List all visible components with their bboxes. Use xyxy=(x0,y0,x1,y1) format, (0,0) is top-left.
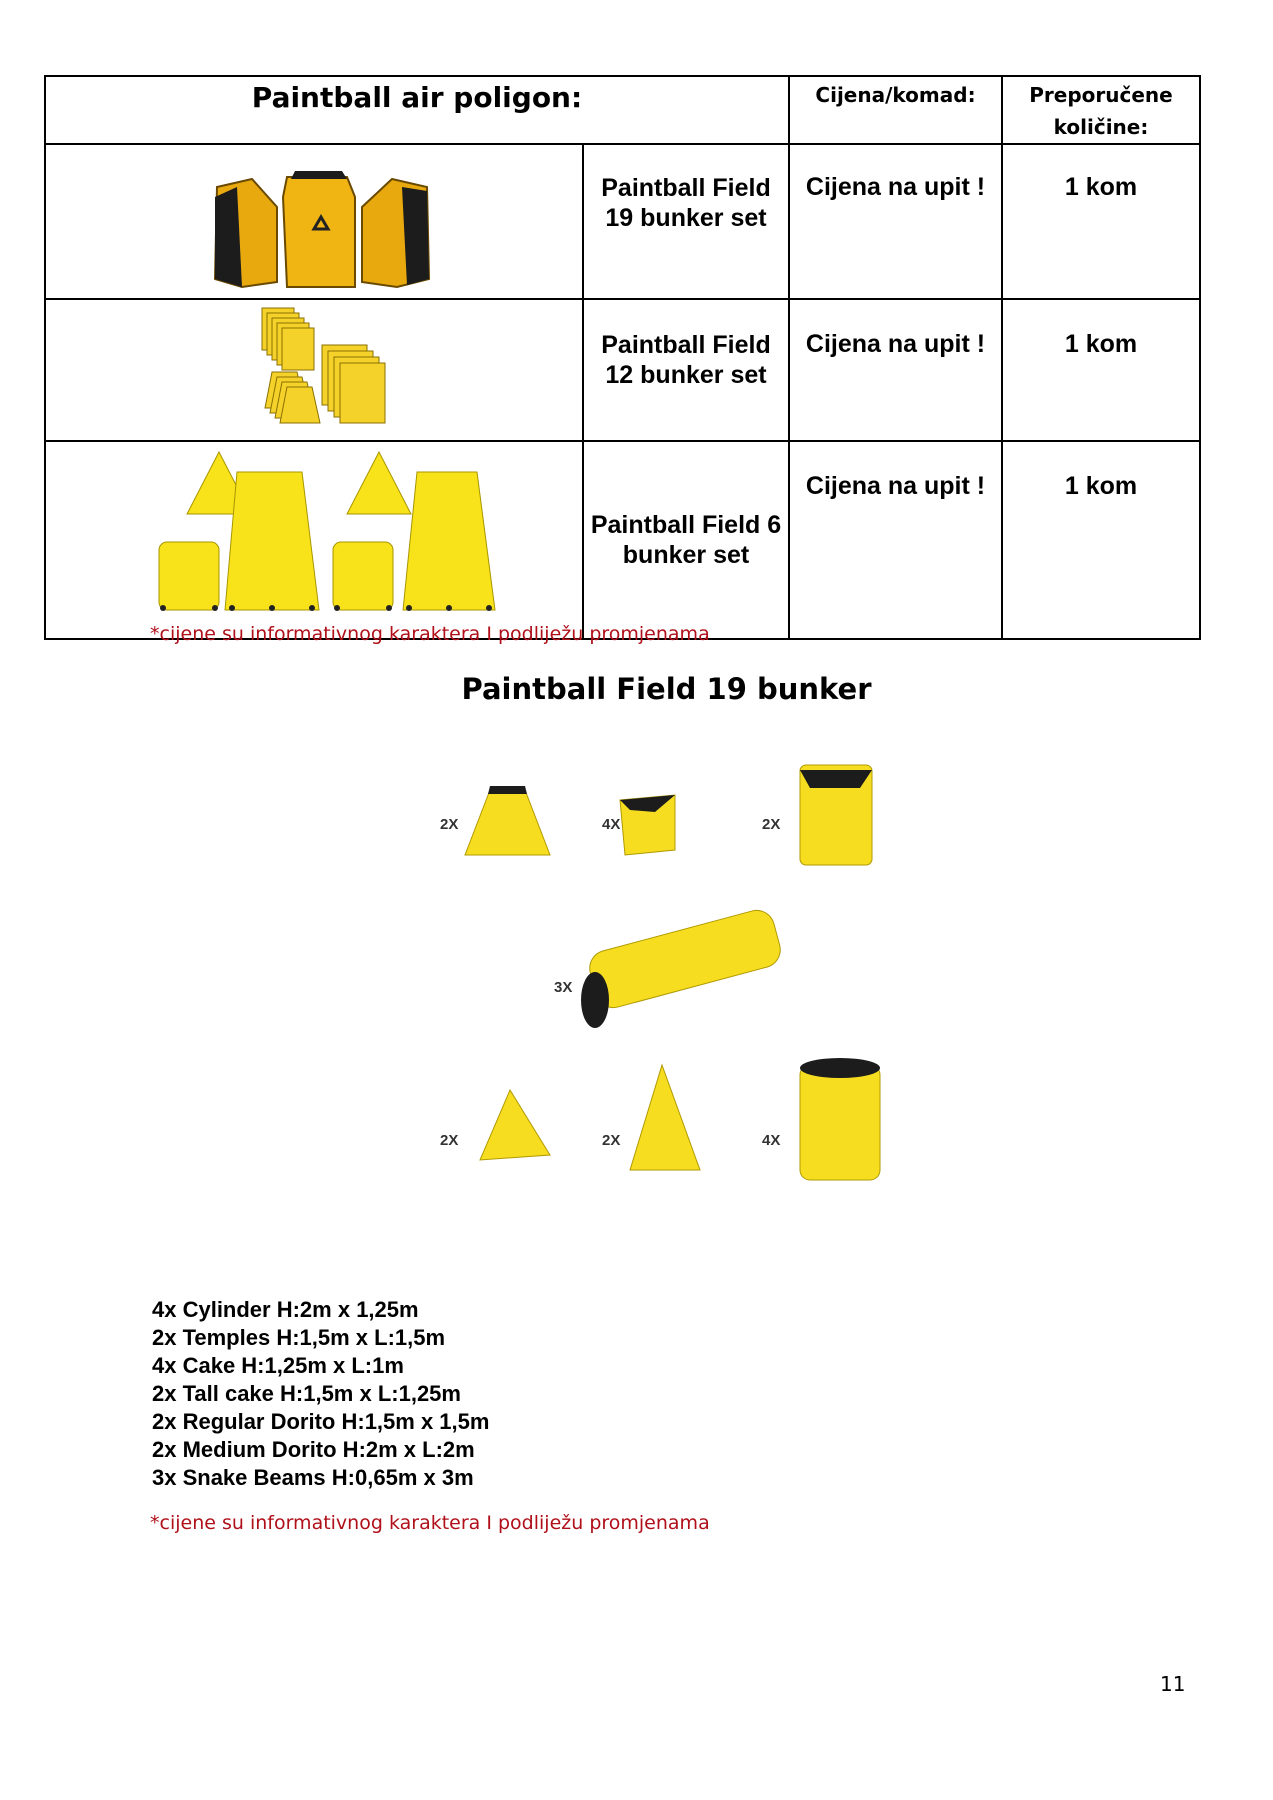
page-number: 11 xyxy=(1160,1672,1186,1696)
list-item: 2x Medium Dorito H:2m x L:2m xyxy=(152,1437,475,1462)
list-item: 2x Temples H:1,5m x L:1,5m xyxy=(152,1325,446,1350)
diagram-label-temples: 2X xyxy=(440,816,459,833)
diagram-label-cake: 4X xyxy=(602,816,621,833)
product-image-12-bunker xyxy=(45,299,583,441)
list-item: 4x Cake H:1,25m x L:1m xyxy=(152,1353,404,1378)
section-title: Paintball Field 19 bunker xyxy=(461,672,872,706)
product-name: Paintball Field 12 bunker set xyxy=(583,299,789,441)
product-quantity: 1 kom xyxy=(1002,441,1200,639)
quantity-column-header: Preporučene količine: xyxy=(1002,76,1200,144)
table-title: Paintball air poligon: xyxy=(45,76,789,144)
list-item: 2x Tall cake H:1,5m x L:1,25m xyxy=(152,1381,461,1406)
price-column-header: Cijena/komad: xyxy=(789,76,1002,144)
list-item: 4x Cylinder H:2m x 1,25m xyxy=(152,1297,419,1322)
product-price: Cijena na upit ! xyxy=(789,299,1002,441)
product-price: Cijena na upit ! xyxy=(789,144,1002,299)
product-quantity: 1 kom xyxy=(1002,144,1200,299)
diagram-label-cylinder: 4X xyxy=(762,1132,781,1149)
list-item: 2x Regular Dorito H:1,5m x 1,5m xyxy=(152,1409,490,1434)
product-quantity: 1 kom xyxy=(1002,299,1200,441)
product-price: Cijena na upit ! xyxy=(789,441,1002,639)
price-disclaimer-note-bottom: *cijene su informativnog karaktera I podliježu promjenama xyxy=(150,1512,710,1534)
product-image-6-bunker xyxy=(45,441,583,639)
product-name: Paintball Field 6 bunker set xyxy=(583,441,789,639)
diagram-label-tall-cake: 2X xyxy=(762,816,781,833)
price-disclaimer-note: *cijene su informativnog karaktera I podliježu promjenama xyxy=(150,623,710,645)
list-item: 3x Snake Beams H:0,65m x 3m xyxy=(152,1465,474,1490)
diagram-label-medium-dorito: 2X xyxy=(602,1132,621,1149)
bunker-diagram xyxy=(390,750,940,1240)
table-row xyxy=(45,299,1200,441)
product-name: Paintball Field 19 bunker set xyxy=(583,144,789,299)
diagram-label-snake-beams: 3X xyxy=(554,979,573,996)
price-table xyxy=(44,75,1201,640)
table-row xyxy=(45,144,1200,299)
product-image-19-bunker xyxy=(45,144,583,299)
table-row xyxy=(45,441,1200,639)
bunker-spec-list xyxy=(152,1296,489,1492)
diagram-label-regular-dorito: 2X xyxy=(440,1132,459,1149)
